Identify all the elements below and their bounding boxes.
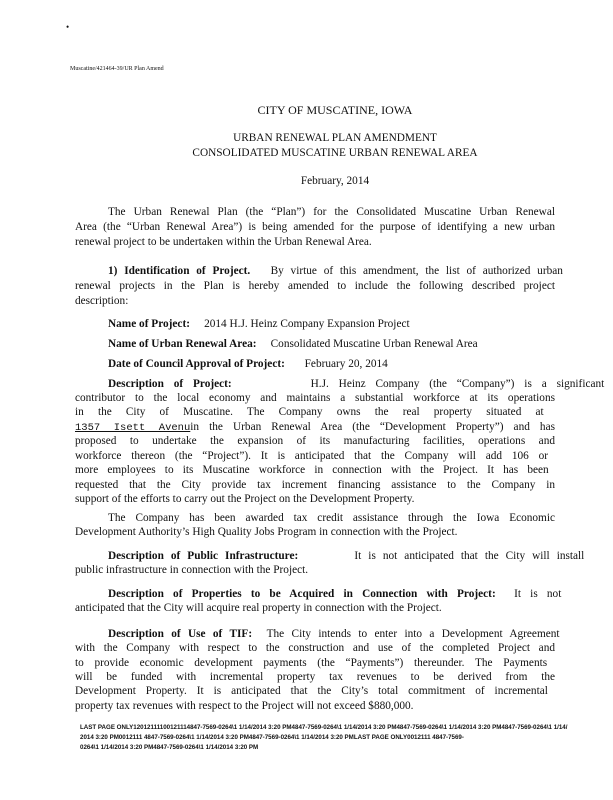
document-title: CITY OF MUSCATINE, IOWA [257,103,413,117]
tif-line: Development Property. It is anticipated that the City’s total commitment of incremental [75,685,548,697]
tif-line: property tax revenues with respect to the Project will not exceed $880,000. [75,700,414,712]
description-line [108,378,605,391]
footer-line: 0264\1 1/14/2014 3:20 PM4847-7569-0264\1 1/14/2014 3:20 PM [80,744,259,751]
tif-line [108,628,560,641]
description-line [75,421,555,435]
subtitle-1: URBAN RENEWAL PLAN AMENDMENT [233,132,437,144]
company-line: The Company has been awarded tax credit assistance through the Iowa Economic [108,512,555,524]
public-infra-line: public infrastructure in connection with the Project. [75,564,309,576]
section1-line: renewal projects in the Plan is hereby amended to include the following described project [75,280,555,292]
company-line: Development Authority’s High Quality Jobs Program in connection with the Project. [75,526,458,538]
subtitle-2: CONSOLIDATED MUSCATINE URBAN RENEWAL AREA [192,147,478,159]
footer-line: LAST PAGE ONLY12012111100121114847-7569-0264\1 1/14/2014 3:20 PM4847-7569-0264\1 1/14/2014 3:20 PM4847-7569-0264\1 1/14/2014 3:20 PM4847-7569-0264\1 1/14/ [80,724,568,731]
section1-line [108,265,563,278]
footer-line: 2014 3:20 PM0012111 4847-7569-0264\1 1/14/2014 3:20 PM4847-7569-0264\1 1/14/2014 3:20 PMLAST PAGE ONLY0012111 4847-7569- [80,734,464,741]
tif-line: will be funded with incremental property tax revenues to be derived from the [75,671,555,683]
field-text: It is not anticipated that the City will install [354,550,585,562]
intro-line: renewal project to be undertaken within the Urban Renewal Area. [75,236,372,248]
section1-line: description: [75,295,129,307]
field-value: 2014 H.J. Heinz Company Expansion Project [204,318,410,330]
description-line: more employees to its Muscatine workforce in connection with the Project. It has been [75,464,549,476]
intro-line: The Urban Renewal Plan (the “Plan”) for the Consolidated Muscatine Urban Renewal [108,206,555,218]
properties-line: anticipated that the City will acquire real property in connection with the Project. [75,602,442,614]
description-line: in the City of Muscatine. The Company owns the real property situated at [75,406,544,418]
section1-heading: 1) Identification of Project. [108,265,251,277]
document-code: Muscatine/421464-39/UR Plan Amend [70,66,164,72]
field-label: Date of Council Approval of Project: [108,358,285,370]
name-of-project [108,318,588,331]
field-label: Name of Project: [108,318,190,330]
description-line: proposed to undertake the expansion of its manufacturing facilities, operations and [75,435,555,447]
description-line: support of the efforts to carry out the Project on the Development Property. [75,493,415,505]
description-line: workforce thereon (the “Project”). It is anticipated that the Company will add 106 or [75,450,548,462]
section1-text: By virtue of this amendment, the list of authorized urban [270,265,563,277]
tif-line: with the Company with respect to the construction and use of the completed Project and [75,642,555,654]
description-line: requested that the City provide tax increment financing assistance to the Company in [75,479,555,491]
properties-line [108,588,562,601]
field-label: Name of Urban Renewal Area: [108,338,257,350]
document-date: February, 2014 [300,175,370,187]
field-label: Description of Properties to be Acquired in Connection with Project: [108,588,496,600]
approval-date [108,358,588,371]
field-label: Description of Use of TIF: [108,628,253,640]
address: 1357 Isett Avenu [75,422,191,434]
field-label: Description of Public Infrastructure: [108,550,299,562]
field-text: It is not [514,588,562,600]
field-value: February 20, 2014 [304,358,388,370]
description-text: in the Urban Renewal Area (the “Development Property”) and has [190,421,555,433]
public-infra-line [108,550,585,563]
intro-line: Area (the “Urban Renewal Area”) is being amended for the purpose of identifying a new urban [75,221,555,233]
tif-line: to provide economic development payments (the “Payments”) thereunder. The Payments [75,657,548,669]
scan-mark: • [66,22,70,32]
description-text: H.J. Heinz Company (the “Company”) is a significant [310,378,605,390]
description-line: contributor to the local economy and maintains a substantial workforce at its operations [75,392,555,404]
name-of-area [108,338,588,351]
field-value: Consolidated Muscatine Urban Renewal Area [270,338,478,350]
field-text: The City intends to enter into a Development Agreement [266,628,560,640]
field-label: Description of Project: [108,378,232,390]
